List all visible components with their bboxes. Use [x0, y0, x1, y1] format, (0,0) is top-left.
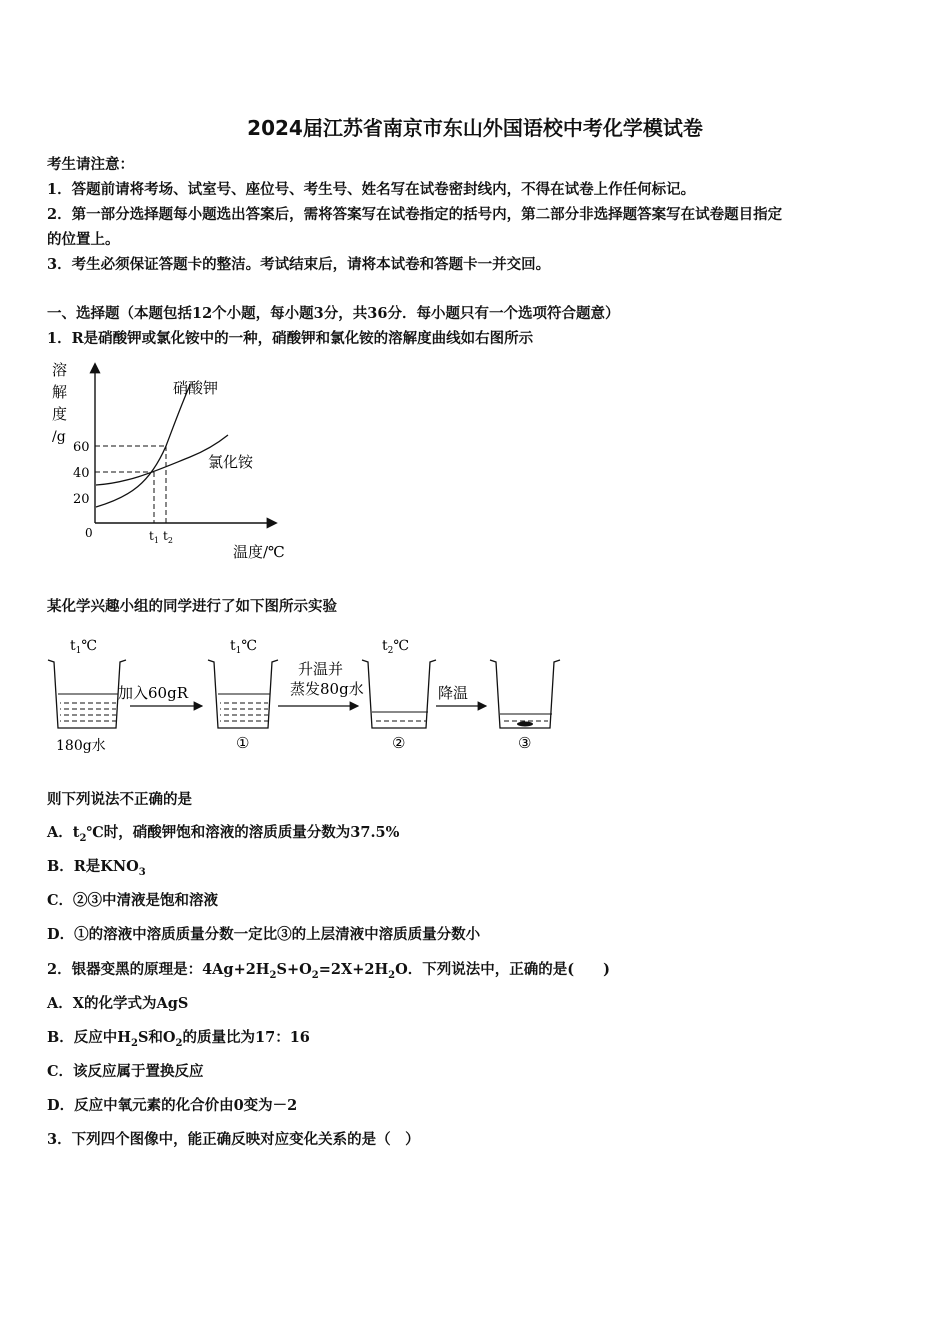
experiment-diagram: [40, 628, 570, 758]
beaker0-label: 180g水: [56, 738, 106, 754]
ylabel-char-3: 度: [52, 405, 68, 423]
notice-item-1: 1．答题前请将考场、试室号、座位号、考生号、姓名写在试卷密封线内，不得在试卷上作任何标记。: [47, 181, 696, 198]
beaker2-label: ②: [392, 734, 406, 752]
q1-option-d: D．①的溶液中溶质质量分数一定比③的上层清液中溶质质量分数小: [47, 926, 481, 943]
beaker1-liquid: [220, 698, 268, 726]
origin-label: 0: [85, 526, 93, 540]
beaker1-label: ①: [236, 734, 250, 752]
ylabel-char-1: 溶: [52, 361, 68, 379]
beaker3-label: ③: [518, 734, 532, 752]
xlabel: 温度/℃: [233, 543, 285, 561]
q1-option-a: A．$t_2℃$时，硝酸钾饱和溶液的溶质质量分数为37.5%: [47, 824, 400, 844]
beaker1-temp: $t_1℃$: [230, 638, 258, 656]
beaker0-liquid: [60, 698, 116, 726]
q2-option-a: A．X的化学式为AgS: [47, 995, 189, 1012]
label-nh4cl: 氯化铵: [208, 453, 254, 471]
solubility-graph: [40, 355, 300, 570]
arrow1-label: 加入60gR: [118, 684, 188, 702]
beaker2-temp: $t_2℃$: [382, 638, 410, 656]
notice-item-2-cont: 的位置上。: [47, 231, 120, 248]
arrow2-label-1: 升温并: [298, 660, 344, 678]
arrow3-label: 降温: [438, 684, 469, 702]
tick-40: 40: [73, 466, 90, 481]
arrow2-label-2: 蒸发80g水: [290, 680, 364, 698]
beaker3-crystals: [517, 722, 533, 727]
tick-60: 60: [73, 440, 90, 455]
t2-label: $t_2$: [163, 529, 173, 545]
ylabel-char-2: 解: [52, 383, 68, 401]
page-title: 2024届江苏省南京市东山外国语校中考化学模试卷: [247, 116, 703, 140]
beaker-3: [490, 660, 560, 728]
beaker0-temp: $t_1℃$: [70, 638, 98, 656]
q2-option-c: C．该反应属于置换反应: [47, 1063, 204, 1080]
t1-label: $t_1$: [149, 529, 159, 545]
experiment-intro: 某化学兴趣小组的同学进行了如下图所示实验: [47, 598, 337, 615]
notice-item-2: 2．第一部分选择题每小题选出答案后，需将答案写在试卷指定的括号内，第二部分非选择题答案写在试卷题目指定: [47, 206, 783, 223]
notice-heading: 考生请注意：: [47, 156, 134, 173]
tick-20: 20: [73, 492, 90, 507]
ylabel-char-4: /g: [52, 429, 66, 445]
label-kno3: 硝酸钾: [173, 379, 219, 397]
q1-option-c: C．②③中清液是饱和溶液: [47, 892, 219, 909]
question-3-stem: 3．下列四个图像中，能正确反映对应变化关系的是（ ）: [47, 1131, 420, 1148]
q2-option-d: D．反应中氧元素的化合价由0变为－2: [47, 1097, 298, 1114]
beaker2-liquid: [374, 716, 426, 726]
q2-option-b: B．反应中$H_2S$和$O_2$的质量比为17：16: [47, 1029, 310, 1049]
notice-item-3: 3．考生必须保证答题卡的整洁。考试结束后，请将本试卷和答题卡一并交回。: [47, 256, 551, 273]
question-2-stem: 2．银器变黑的原理是：$4Ag+2H_2S+O_2=2X+2H_2O$．下列说法中，正确的是( ): [47, 961, 610, 981]
question-1-prompt: 则下列说法不正确的是: [47, 791, 192, 808]
question-1-stem: 1．R是硝酸钾或氯化铵中的一种，硝酸钾和氯化铵的溶解度曲线如右图所示: [47, 330, 534, 347]
section-heading: 一、选择题（本题包括12个小题，每小题3分，共36分．每小题只有一个选项符合题意）: [47, 305, 620, 322]
q1-option-b: B．R是$KNO_3$: [47, 858, 146, 878]
